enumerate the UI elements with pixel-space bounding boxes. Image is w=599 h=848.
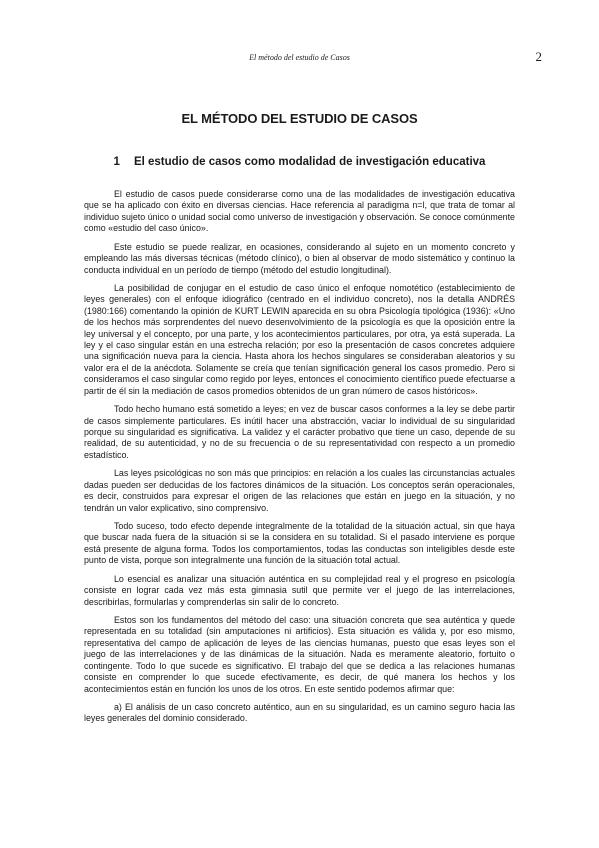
document-title: EL MÉTODO DEL ESTUDIO DE CASOS <box>181 111 418 126</box>
paragraph: Todo hecho humano está sometido a leyes; en vez de buscar casos conformes a la ley se debe partir de casos simplemente particulares. Es inútil hacer una abstracción, vaciar lo individual de su singularidad porque su singularidad es significativa. La validez y el carácter probativo que tiene un caso, depende de su realidad, de su autenticidad, y no de su frecuencia o de su representatividad con respecto a un promedio estadístico. <box>84 404 515 460</box>
body-text <box>84 189 515 732</box>
page-number: 2 <box>535 49 542 64</box>
paragraph: Lo esencial es analizar una situación auténtica en su complejidad real y el progreso en psicología consiste en lograr cada vez más esta gimnasia sutil que permite ver el juego de las interrelaciones, describirlas, formularlas y comprenderlas sin salir de lo concreto. <box>84 573 515 607</box>
paragraph: El estudio de casos puede considerarse como una de las modalidades de investigación educativa que se ha aplicado con éxito en diversas ciencias. Hace referencia al paradigma n=l, que trata de tomar al individuo sujeto único o unidad social como universo de investigación y observación. Se conoce comúnmente como «estudio del caso único». <box>84 189 515 234</box>
list-item: a) El análisis de un caso concreto auténtico, aun en su singularidad, es un camino seguro hacia las leyes generales del dominio considerado. <box>84 702 515 724</box>
paragraph: Este estudio se puede realizar, en ocasiones, considerando al sujeto en un momento concreto y empleando las más diversas técnicas (método clínico), o bien al observar de modo sistemático y continuo la conducta individual en un período de tiempo (método del estudio longitudinal). <box>84 241 515 275</box>
section-heading <box>0 156 599 168</box>
paragraph: La posibilidad de conjugar en el estudio de caso único el enfoque nomotético (establecimiento de leyes generales) con el enfoque idiográfico (centrado en el individuo concreto), nos la detalla ANDRÉS (1980:166) comentando la opinión de KURT LEWIN aparecida en su obra Psicología tipológica (1936): «Uno de los hechos más sorprendentes del nuevo desenvolvimiento de la psicología es que la oposición entre la ley universal y el concepto, por una parte, y los acontecimientos particulares, por otra, ya está superada. La ley y el caso singular están en una estrecha relación; por eso la presentación de casos concretes adquiere una significación nueva para la ciencia. Hasta ahora los hechos singulares se consideraban aleatorios y su valor era el de la anécdota. Solamente se creía que tenían significación general los casos promedio. Pero si consideramos el caso singular como regido por leyes, entonces el conocimiento científico puede efectuarse a partir de él sin la mediación de casos promedios obtenidos de un gran número de casos históricos». <box>84 283 515 396</box>
paragraph: Las leyes psicológicas no son más que principios: en relación a los cuales las circunstancias actuales dadas pueden ser deducidas de los factores dinámicos de la situación. Los conceptos serán operacionales, es decir, construidos para expresar el origen de las relaciones que están en juego en la situación, y no tendrán un valor explicativo, sino comprensivo. <box>84 468 515 513</box>
section-heading-text: El estudio de casos como modalidad de investigación educativa <box>133 156 486 168</box>
section-number: 1 <box>113 156 120 168</box>
paragraph: Todo suceso, todo efecto depende integralmente de la totalidad de la situación actual, sin que haya que buscar nada fuera de la situación si se la considera en su totalidad. Si el pasado interviene es porque está presente de alguna forma. Todos los comportamientos, todas las conductas son inteligibles desde este punto de vista, porque son integralmente una función de la situación total actual. <box>84 521 515 566</box>
running-title: El método del estudio de Casos <box>249 53 350 62</box>
paragraph: Estos son los fundamentos del método del caso: una situación concreta que sea auténtica y quede representada en su totalidad (sin amputaciones ni artificios). Esta situación es válida y, por eso mismo, representativa del campo de aplicación de leyes de las ciencias humanas, puesto que esas leyes son el juego de las interrelaciones y de las dinámicas de la situación. Nada es meramente aleatorio, fortuito o contingente. Todo lo que sucede es significativo. El trabajo del que se dedica a las relaciones humanas consiste en comprender lo que sucede efectivamente, es decir, de qué manera los hechos y los acontecimientos están en función los unos de los otros. En este sentido podemos afirmar que: <box>84 615 515 694</box>
